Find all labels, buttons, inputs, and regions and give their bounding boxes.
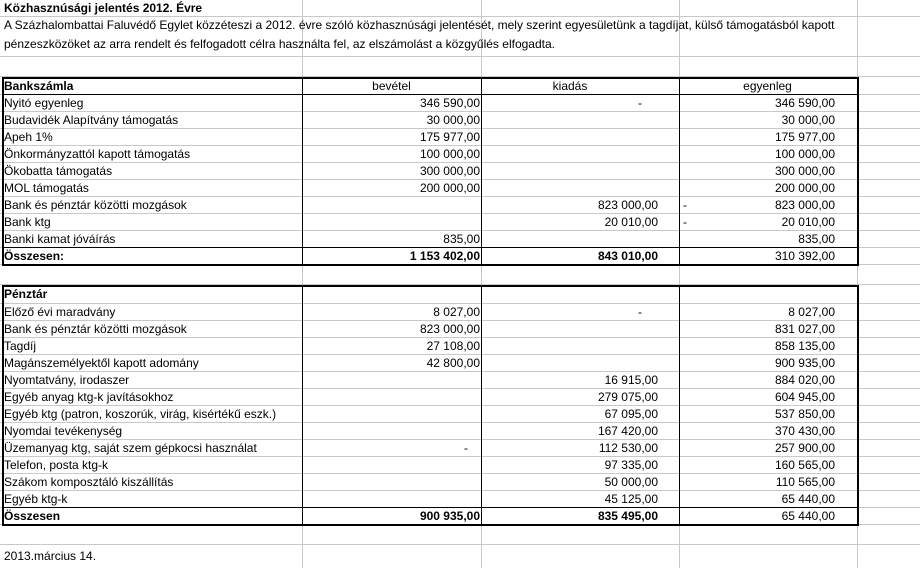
page-title: Közhasznúsági jelentés 2012. Évre <box>4 1 203 15</box>
expense-value: 97 335,00 <box>604 458 658 472</box>
balance-value: 900 935,00 <box>774 356 835 370</box>
revenue-value: 30 000,00 <box>426 113 480 127</box>
row-label: Szákom komposztáló kiszállítás <box>4 475 174 489</box>
balance-value: 175 977,00 <box>774 130 835 144</box>
balance-value: 30 000,00 <box>781 113 835 127</box>
sheet-row[interactable] <box>0 265 920 285</box>
balance-sign: - <box>683 198 687 212</box>
expense-value: - <box>638 305 642 319</box>
bank-table-border <box>2 77 859 266</box>
row-label: Banki kamat jóváírás <box>4 232 116 246</box>
column-divider <box>679 285 680 526</box>
expense-value: 67 095,00 <box>604 407 658 421</box>
revenue-value: - <box>464 441 468 455</box>
sheet-row[interactable] <box>0 17 920 34</box>
column-divider <box>302 77 303 266</box>
row-label: Egyéb ktg (patron, koszorúk, virág, kisértékű eszk.) <box>4 407 277 421</box>
row-label: MOL támogatás <box>4 181 89 195</box>
intro-text-2: pénzeszközöket az arra rendelt és felfogadott célra használta fel, az elszámolást a közgyűlés elfogadta. <box>4 37 555 51</box>
total-label: Összesen: <box>4 249 65 263</box>
balance-value: 257 900,00 <box>774 441 835 455</box>
total-balance: 65 440,00 <box>781 509 835 523</box>
col-header-balance: egyenleg <box>743 79 792 93</box>
balance-value: 160 565,00 <box>774 458 835 472</box>
row-label: Telefon, posta ktg-k <box>4 458 109 472</box>
row-label: Üzemanyag ktg, saját szem gépkocsi használat <box>4 441 257 455</box>
balance-value: 65 440,00 <box>781 492 835 506</box>
sheet-row[interactable] <box>0 0 920 17</box>
sheet-row[interactable] <box>0 545 920 568</box>
row-label: Bank és pénztár közötti mozgások <box>4 322 187 336</box>
row-label: Apeh 1% <box>4 130 53 144</box>
total-revenue: 1 153 402,00 <box>409 249 480 263</box>
total-revenue: 900 935,00 <box>419 509 480 523</box>
col-header-expense: kiadás <box>552 79 588 93</box>
row-label: Nyomdai tevékenység <box>4 424 123 438</box>
row-label: Egyéb anyag ktg-k javításokhoz <box>4 390 174 404</box>
row-label: Tagdíj <box>4 339 37 353</box>
balance-value: 537 850,00 <box>774 407 835 421</box>
revenue-value: 8 027,00 <box>433 305 480 319</box>
bank-total-divider <box>2 247 859 248</box>
row-label: Egyéb ktg-k <box>4 492 68 506</box>
balance-sign: - <box>683 215 687 229</box>
total-expense: 835 495,00 <box>597 509 658 523</box>
balance-value: 370 430,00 <box>774 424 835 438</box>
balance-value: 346 590,00 <box>774 96 835 110</box>
expense-value: 279 075,00 <box>597 390 658 404</box>
row-label: Bank és pénztár közötti mozgások <box>4 198 187 212</box>
balance-value: 8 027,00 <box>788 305 835 319</box>
balance-value: 831 027,00 <box>774 322 835 336</box>
expense-value: 45 125,00 <box>604 492 658 506</box>
balance-value: 835,00 <box>798 232 835 246</box>
row-label: Budavidék Alapítvány támogatás <box>4 113 179 127</box>
row-label: Önkormányzattól kapott támogatás <box>4 147 191 161</box>
column-divider <box>679 77 680 266</box>
bank-header-divider <box>2 94 859 95</box>
balance-value: 110 565,00 <box>775 475 835 489</box>
revenue-value: 300 000,00 <box>419 164 480 178</box>
balance-value: 604 945,00 <box>774 390 835 404</box>
column-divider <box>481 77 482 266</box>
total-expense: 843 010,00 <box>597 249 658 263</box>
balance-value: 200 000,00 <box>774 181 835 195</box>
balance-value: 823 000,00 <box>774 198 835 212</box>
cash-table-border <box>2 285 859 526</box>
balance-value: 20 010,00 <box>781 215 835 229</box>
row-label: Magánszemélyektől kapott adomány <box>4 356 199 370</box>
expense-value: 823 000,00 <box>597 198 658 212</box>
row-label: Bank ktg <box>4 215 51 229</box>
balance-value: 884 020,00 <box>774 373 835 387</box>
revenue-value: 200 000,00 <box>419 181 480 195</box>
revenue-value: 42 800,00 <box>426 356 480 370</box>
revenue-value: 175 977,00 <box>419 130 480 144</box>
revenue-value: 835,00 <box>443 232 480 246</box>
column-divider <box>481 285 482 526</box>
column-divider <box>302 285 303 526</box>
total-balance: 310 392,00 <box>774 249 835 263</box>
cash-section-title: Pénztár <box>4 287 48 301</box>
bank-section-title: Bankszámla <box>4 79 74 93</box>
report-date: 2013.március 14. <box>4 549 97 563</box>
revenue-value: 346 590,00 <box>419 96 480 110</box>
row-label: Nyitó egyenleg <box>4 96 84 110</box>
total-label: Összesen <box>4 509 61 523</box>
revenue-value: 823 000,00 <box>419 322 480 336</box>
expense-value: 112 530,00 <box>598 441 658 455</box>
row-label: Nyomtatvány, irodaszer <box>4 373 130 387</box>
row-label: Ökobatta támogatás <box>4 164 113 178</box>
col-header-revenue: bevétel <box>372 79 411 93</box>
intro-text-1: A Százhalombattai Faluvédő Egylet közzéteszi a 2012. évre szóló közhasznúsági jelentését, mely szerint egyesületünk a tagdíjat, külső támogatásból kapott <box>4 18 835 32</box>
expense-value: 20 010,00 <box>604 215 658 229</box>
sheet-row[interactable] <box>0 34 920 57</box>
expense-value: - <box>638 96 642 110</box>
row-label: Előző évi maradvány <box>4 305 116 319</box>
balance-value: 858 135,00 <box>774 339 835 353</box>
cash-total-divider <box>2 507 859 508</box>
balance-value: 300 000,00 <box>774 164 835 178</box>
sheet-row[interactable] <box>0 525 920 545</box>
expense-value: 167 420,00 <box>597 424 658 438</box>
expense-value: 50 000,00 <box>604 475 658 489</box>
balance-value: 100 000,00 <box>774 147 835 161</box>
sheet-row[interactable] <box>0 57 920 77</box>
expense-value: 16 915,00 <box>604 373 658 387</box>
revenue-value: 100 000,00 <box>419 147 480 161</box>
revenue-value: 27 108,00 <box>426 339 480 353</box>
